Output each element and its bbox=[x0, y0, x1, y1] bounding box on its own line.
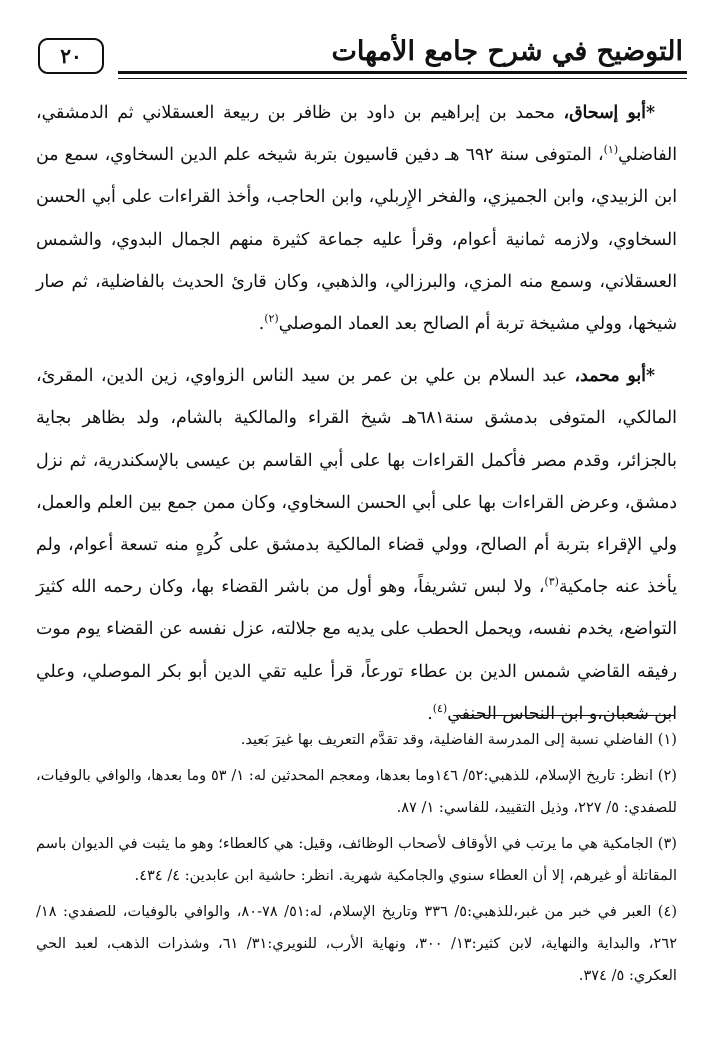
page-header bbox=[28, 30, 687, 82]
footnote-ref[interactable]: (٣) bbox=[544, 575, 559, 589]
footnote-divider bbox=[453, 715, 675, 716]
footnote-ref[interactable]: (٢) bbox=[264, 312, 279, 326]
entry-text: محمد بن إبراهيم بن داود بن ظافر بن ربيعة العسقلاني ثم الدمشقي، الفاضلي bbox=[36, 103, 677, 166]
page-number: ٢٠ bbox=[38, 38, 104, 74]
footnote: (٣) الجامكية هي ما يرتب في الأوقاف لأصحاب الوظائف، وقيل: هي كالعطاء؛ وهو ما يثبت في الديوان باسم المقاتلة أو غيرهم، إلا أن العطاء سنوي والجامكية شهرية. انظر: حاشية ابن عابدين: ٤/ ٤٣٤. bbox=[36, 835, 677, 884]
entry-lead: *أبو محمد، bbox=[574, 366, 655, 387]
entry-text: ، ولا لبس تشريفاً، وهو أول من باشر القضاء بها، وكان رحمه الله كثيرَ التواضع، يخدم نفسه، ويحمل الحطب على يديه مع جلالته، عزل نفسه عن القضاء يوم موت رفيقه القاضي شمس الدين بن عطاء تورعاً، قرأ عليه تقي الدين أبو بكر الموصلي، وعلي ابن شعبان،و ابن النحاس الحنفي bbox=[36, 577, 677, 724]
entry-lead: *أبو إسحاق، bbox=[563, 103, 655, 123]
book-title: التوضيح في شرح جامع الأمهات bbox=[331, 36, 683, 67]
entry-paragraph bbox=[36, 355, 677, 735]
entry-text: عبد السلام بن علي بن عمر بن سيد الناس الزواوي، زين الدين، المقرئ، المالكي، المتوفى بدمشق سنة٦٨١هـ شيخ القراء والمالكية بالشام، ولد بظاهر بجاية بالجزائر، وقدم مصر فأكمل القراءات بها على أبي القاسم بن عيسى بالإسكندرية، ثم نزل دمشق، وعرض القراءات بها على أبي الحسن السخاوي، وكان ممن جمع بين العلم والعمل، ولي الإقراء بتربة أم الصالح، وولي قضاء المالكية بدمشق على كُرهٍ منه تسعة أعوام، ولم يأخذ عنه جامكية bbox=[36, 366, 677, 598]
entry-paragraph bbox=[36, 92, 677, 345]
footnote: (٢) انظر: تاريخ الإسلام، للذهبي:٥٢/ ١٤٦وما بعدها، ومعجم المحدثين له: ١/ ٥٣ وما بعدها، والوافي بالوفيات، للصفدي: ٥/ ٢٢٧، وذيل التقييد، للفاسي: ١/ ٨٧. bbox=[36, 767, 677, 816]
header-rule bbox=[118, 71, 687, 74]
entry-text: . bbox=[427, 703, 433, 724]
footnote: (٤) العبر في خبر من غبر،للذهبي:٥/ ٣٣٦ وتاريخ الإسلام، له:٥١/ ٧٨-٨٠، والوافي بالوفيات، للصفدي: ١٨/ ٢٦٢، والبداية والنهاية، لابن كثير:١٣/ ٣٠٠، ونهاية الأرب، للنويري:٣١/ ٦١، وشذرات الذهب، لعبد الحي العكري: ٥/ ٣٧٤. bbox=[36, 903, 678, 984]
entry-text: . bbox=[258, 314, 265, 335]
entry-text: ، المتوفى سنة ٦٩٢ هـ دفين قاسيون بتربة شيخه علم الدين السخاوي، سمع من ابن الزبيدي، وابن الجميزي، والفخر الإِربلي، وابن الحاجب، وأخذ القراءات على أبي الحسن السخاوي، ولازمه ثمانية أعوام، وقرأ عليه جماعة كثيرة منهم الجمال البدوي، والشمس العسقلاني، وسمع منه المزي، والبرزالي، والذهبي، وكان قارئ الحديث بالفاضلية، ثم صار شيخها، وولي مشيخة تربة أم الصالح بعد العماد الموصلي bbox=[36, 145, 677, 335]
footnote: (١) الفاضلي نسبة إلى المدرسة الفاضلية، وقد تقدَّم التعريف بها غيرَ بَعيد. bbox=[240, 731, 677, 748]
footnote-ref[interactable]: (١) bbox=[603, 143, 619, 157]
footnotes bbox=[36, 724, 677, 996]
header-rule-thin bbox=[118, 78, 687, 79]
main-text bbox=[36, 92, 677, 735]
footnote-ref[interactable]: (٤) bbox=[432, 702, 448, 716]
